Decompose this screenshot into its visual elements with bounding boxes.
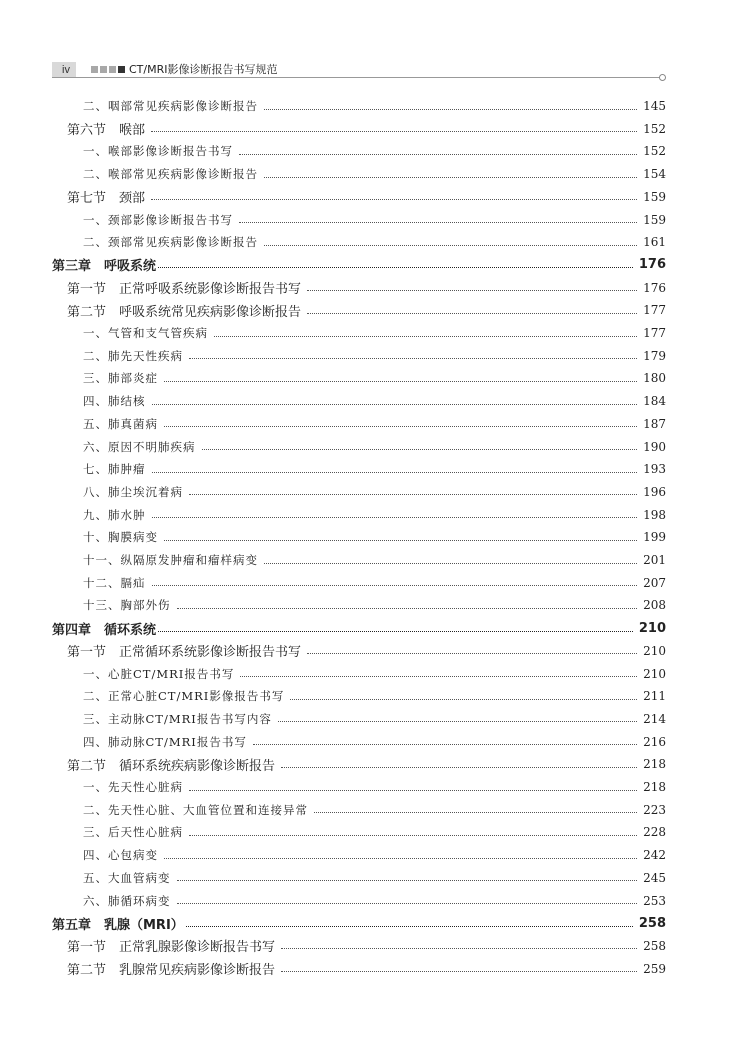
dot-leader — [281, 948, 637, 949]
toc-entry-page-number: 242 — [643, 848, 666, 863]
toc-entry-title: 三、主动脉CT/MRI报告书写内容 — [83, 711, 272, 726]
toc-entry-title: 十一、纵隔原发肿瘤和瘤样病变 — [83, 553, 258, 567]
dot-leader — [177, 608, 638, 609]
toc-subsection — [52, 345, 666, 367]
toc-entry-page-number: 210 — [643, 643, 666, 658]
toc-subsection — [52, 844, 666, 866]
toc-subsection — [52, 549, 666, 571]
toc-entry-page-number: 187 — [643, 416, 666, 431]
toc-entry-title: 第二节 呼吸系统常见疾病影像诊断报告 — [67, 304, 302, 320]
toc-section — [52, 958, 666, 980]
dot-leader — [281, 971, 637, 972]
dot-leader — [239, 222, 637, 223]
toc-subsection — [52, 526, 666, 548]
toc-entry-page-number: 216 — [643, 734, 666, 749]
toc-entry-title: 一、气管和支气管疾病 — [83, 326, 208, 340]
toc-entry-page-number: 245 — [643, 870, 666, 885]
toc-entry-title: 九、肺水肿 — [83, 507, 146, 522]
toc-subsection — [52, 663, 666, 685]
header-rule — [52, 77, 660, 78]
dot-leader — [151, 199, 637, 200]
toc-entry-title: 四、肺动脉CT/MRI报告书写 — [83, 734, 247, 749]
toc-entry-title: 七、肺肿瘤 — [83, 462, 146, 477]
dot-leader — [278, 721, 637, 722]
toc-entry-page-number: 223 — [643, 802, 666, 817]
dot-leader — [158, 267, 633, 268]
toc-entry-title: 一、喉部影像诊断报告书写 — [83, 144, 233, 159]
dot-leader — [264, 563, 637, 564]
toc-entry-page-number: 258 — [643, 938, 666, 953]
dot-leader — [202, 449, 638, 450]
dot-leader — [189, 790, 637, 791]
dot-leader — [189, 494, 637, 495]
toc-subsection — [52, 390, 666, 412]
toc-entry-page-number: 199 — [643, 530, 666, 545]
dot-leader — [177, 903, 638, 904]
dot-leader — [307, 290, 637, 291]
toc-entry-title: 二、咽部常见疾病影像诊断报告 — [83, 99, 258, 113]
dot-leader — [214, 336, 637, 337]
toc-subsection — [52, 367, 666, 389]
toc-entry-title: 第四章 循环系统 — [52, 622, 157, 638]
dot-leader — [152, 472, 638, 473]
toc-subsection — [52, 799, 666, 821]
toc-entry-title: 第三章 呼吸系统 — [52, 259, 157, 275]
toc-section — [52, 186, 666, 208]
toc-entry-title: 三、肺部炎症 — [83, 371, 158, 386]
toc-subsection — [52, 685, 666, 707]
toc-entry-title: 第二节 乳腺常见疾病影像诊断报告 — [67, 963, 276, 979]
toc-section — [52, 640, 666, 662]
toc-subsection — [52, 209, 666, 231]
toc-entry-page-number: 196 — [643, 484, 666, 499]
toc-entry-page-number: 214 — [643, 711, 666, 726]
toc-entry-page-number: 177 — [643, 326, 666, 340]
toc-entry-page-number: 210 — [638, 620, 666, 636]
toc-entry-title: 第一节 正常呼吸系统影像诊断报告书写 — [67, 282, 302, 298]
toc-entry-page-number: 201 — [643, 553, 666, 567]
dot-leader — [152, 517, 638, 518]
toc-entry-title: 四、肺结核 — [83, 394, 146, 409]
toc-entry-title: 第七节 颈部 — [67, 191, 146, 207]
toc-entry-title: 十二、膈疝 — [83, 575, 146, 590]
dot-leader — [264, 245, 637, 246]
toc-section — [52, 753, 666, 775]
toc-subsection — [52, 821, 666, 843]
toc-entry-page-number: 253 — [643, 893, 666, 908]
toc-subsection — [52, 708, 666, 730]
dot-leader — [152, 585, 638, 586]
toc-entry-page-number: 218 — [643, 757, 666, 772]
toc-entry-page-number: 179 — [643, 348, 666, 363]
dot-leader — [290, 699, 637, 700]
dot-leader — [177, 880, 638, 881]
dot-leader — [164, 381, 637, 382]
toc-chapter — [52, 254, 666, 276]
toc-entry-page-number: 152 — [643, 144, 666, 159]
toc-entry-page-number: 184 — [643, 394, 666, 409]
toc-entry-title: 六、肺循环病变 — [83, 893, 171, 908]
toc-entry-page-number: 152 — [643, 121, 666, 136]
toc-subsection — [52, 140, 666, 162]
toc-entry-page-number: 177 — [643, 303, 666, 318]
toc-subsection — [52, 776, 666, 798]
toc-entry-page-number: 208 — [643, 598, 666, 613]
toc-subsection — [52, 95, 666, 117]
toc-entry-title: 第二节 循环系统疾病影像诊断报告 — [67, 758, 276, 774]
toc-entry-title: 第一节 正常乳腺影像诊断报告书写 — [67, 940, 276, 956]
toc-entry-page-number: 207 — [643, 575, 666, 590]
toc-subsection — [52, 890, 666, 912]
toc-entry-title: 八、肺尘埃沉着病 — [83, 484, 183, 499]
toc-entry-title: 第五章 乳腺（MRI） — [52, 917, 184, 933]
toc-subsection — [52, 458, 666, 480]
dot-leader — [314, 812, 637, 813]
dot-leader — [164, 426, 637, 427]
toc-entry-page-number: 193 — [643, 462, 666, 477]
toc-entry-title: 五、肺真菌病 — [83, 416, 158, 431]
dot-leader — [152, 404, 638, 405]
toc-entry-title: 三、后天性心脏病 — [83, 825, 183, 840]
toc-entry-page-number: 258 — [638, 915, 666, 931]
toc-subsection — [52, 504, 666, 526]
dot-leader — [264, 177, 637, 178]
dot-leader — [189, 835, 637, 836]
header-square-ornament — [91, 66, 125, 73]
header-rule-end-dot — [659, 74, 666, 81]
dot-leader — [253, 744, 637, 745]
toc-section — [52, 277, 666, 299]
dot-leader — [240, 676, 637, 677]
toc-entry-page-number: 145 — [643, 99, 666, 113]
toc-entry-title: 六、原因不明肺疾病 — [83, 439, 196, 454]
toc-entry-page-number: 218 — [643, 780, 666, 794]
dot-leader — [239, 154, 637, 155]
toc-entry-page-number: 180 — [643, 371, 666, 386]
toc-subsection — [52, 413, 666, 435]
toc-entry-page-number: 159 — [643, 212, 666, 227]
dot-leader — [281, 767, 637, 768]
toc-entry-title: 二、颈部常见疾病影像诊断报告 — [83, 235, 258, 250]
toc-entry-page-number: 176 — [638, 257, 666, 273]
toc-subsection — [52, 867, 666, 889]
toc-subsection — [52, 731, 666, 753]
toc-entry-title: 二、正常心脏CT/MRI影像报告书写 — [83, 689, 285, 704]
toc-subsection — [52, 572, 666, 594]
toc-entry-page-number: 228 — [643, 825, 666, 840]
dot-leader — [158, 631, 633, 632]
toc-entry-page-number: 259 — [643, 961, 666, 976]
toc-chapter — [52, 617, 666, 639]
toc-entry-title: 五、大血管病变 — [83, 870, 171, 885]
toc-entry-title: 二、先天性心脏、大血管位置和连接异常 — [83, 802, 308, 817]
toc-entry-page-number: 154 — [643, 167, 666, 182]
dot-leader — [164, 858, 637, 859]
toc-entry-title: 十三、胸部外伤 — [83, 598, 171, 613]
toc-section — [52, 935, 666, 957]
running-header — [52, 62, 666, 82]
toc-chapter — [52, 912, 666, 934]
toc-section — [52, 299, 666, 321]
dot-leader — [189, 358, 637, 359]
toc-entry-page-number: 190 — [643, 439, 666, 454]
header-page-number: iv — [52, 62, 76, 78]
toc-entry-title: 二、肺先天性疾病 — [83, 348, 183, 363]
toc-entry-title: 四、心包病变 — [83, 848, 158, 863]
toc-subsection — [52, 436, 666, 458]
toc-entry-page-number: 211 — [643, 689, 666, 704]
toc-section — [52, 118, 666, 140]
toc-entry-title: 一、颈部影像诊断报告书写 — [83, 212, 233, 227]
toc-subsection — [52, 481, 666, 503]
toc-entry-title: 第六节 喉部 — [67, 123, 146, 139]
toc-entry-page-number: 198 — [643, 507, 666, 522]
toc-entry-title: 二、喉部常见疾病影像诊断报告 — [83, 167, 258, 182]
toc-entry-title: 第一节 正常循环系统影像诊断报告书写 — [67, 645, 302, 661]
dot-leader — [307, 653, 637, 654]
toc-entry-page-number: 161 — [643, 235, 666, 250]
dot-leader — [264, 109, 637, 110]
toc-entry-title: 一、先天性心脏病 — [83, 780, 183, 794]
header-book-title: CT/MRI影像诊断报告书写规范 — [129, 63, 278, 76]
dot-leader — [186, 926, 633, 927]
toc-subsection — [52, 322, 666, 344]
dot-leader — [151, 131, 637, 132]
toc-subsection — [52, 163, 666, 185]
toc-entry-page-number: 176 — [643, 280, 666, 295]
toc-entry-title: 十、胸膜病变 — [83, 530, 158, 545]
toc-subsection — [52, 594, 666, 616]
toc-entry-page-number: 159 — [643, 189, 666, 204]
toc-subsection — [52, 231, 666, 253]
toc-entry-page-number: 210 — [643, 666, 666, 681]
dot-leader — [164, 540, 637, 541]
dot-leader — [307, 313, 637, 314]
toc-entry-title: 一、心脏CT/MRI报告书写 — [83, 666, 235, 681]
